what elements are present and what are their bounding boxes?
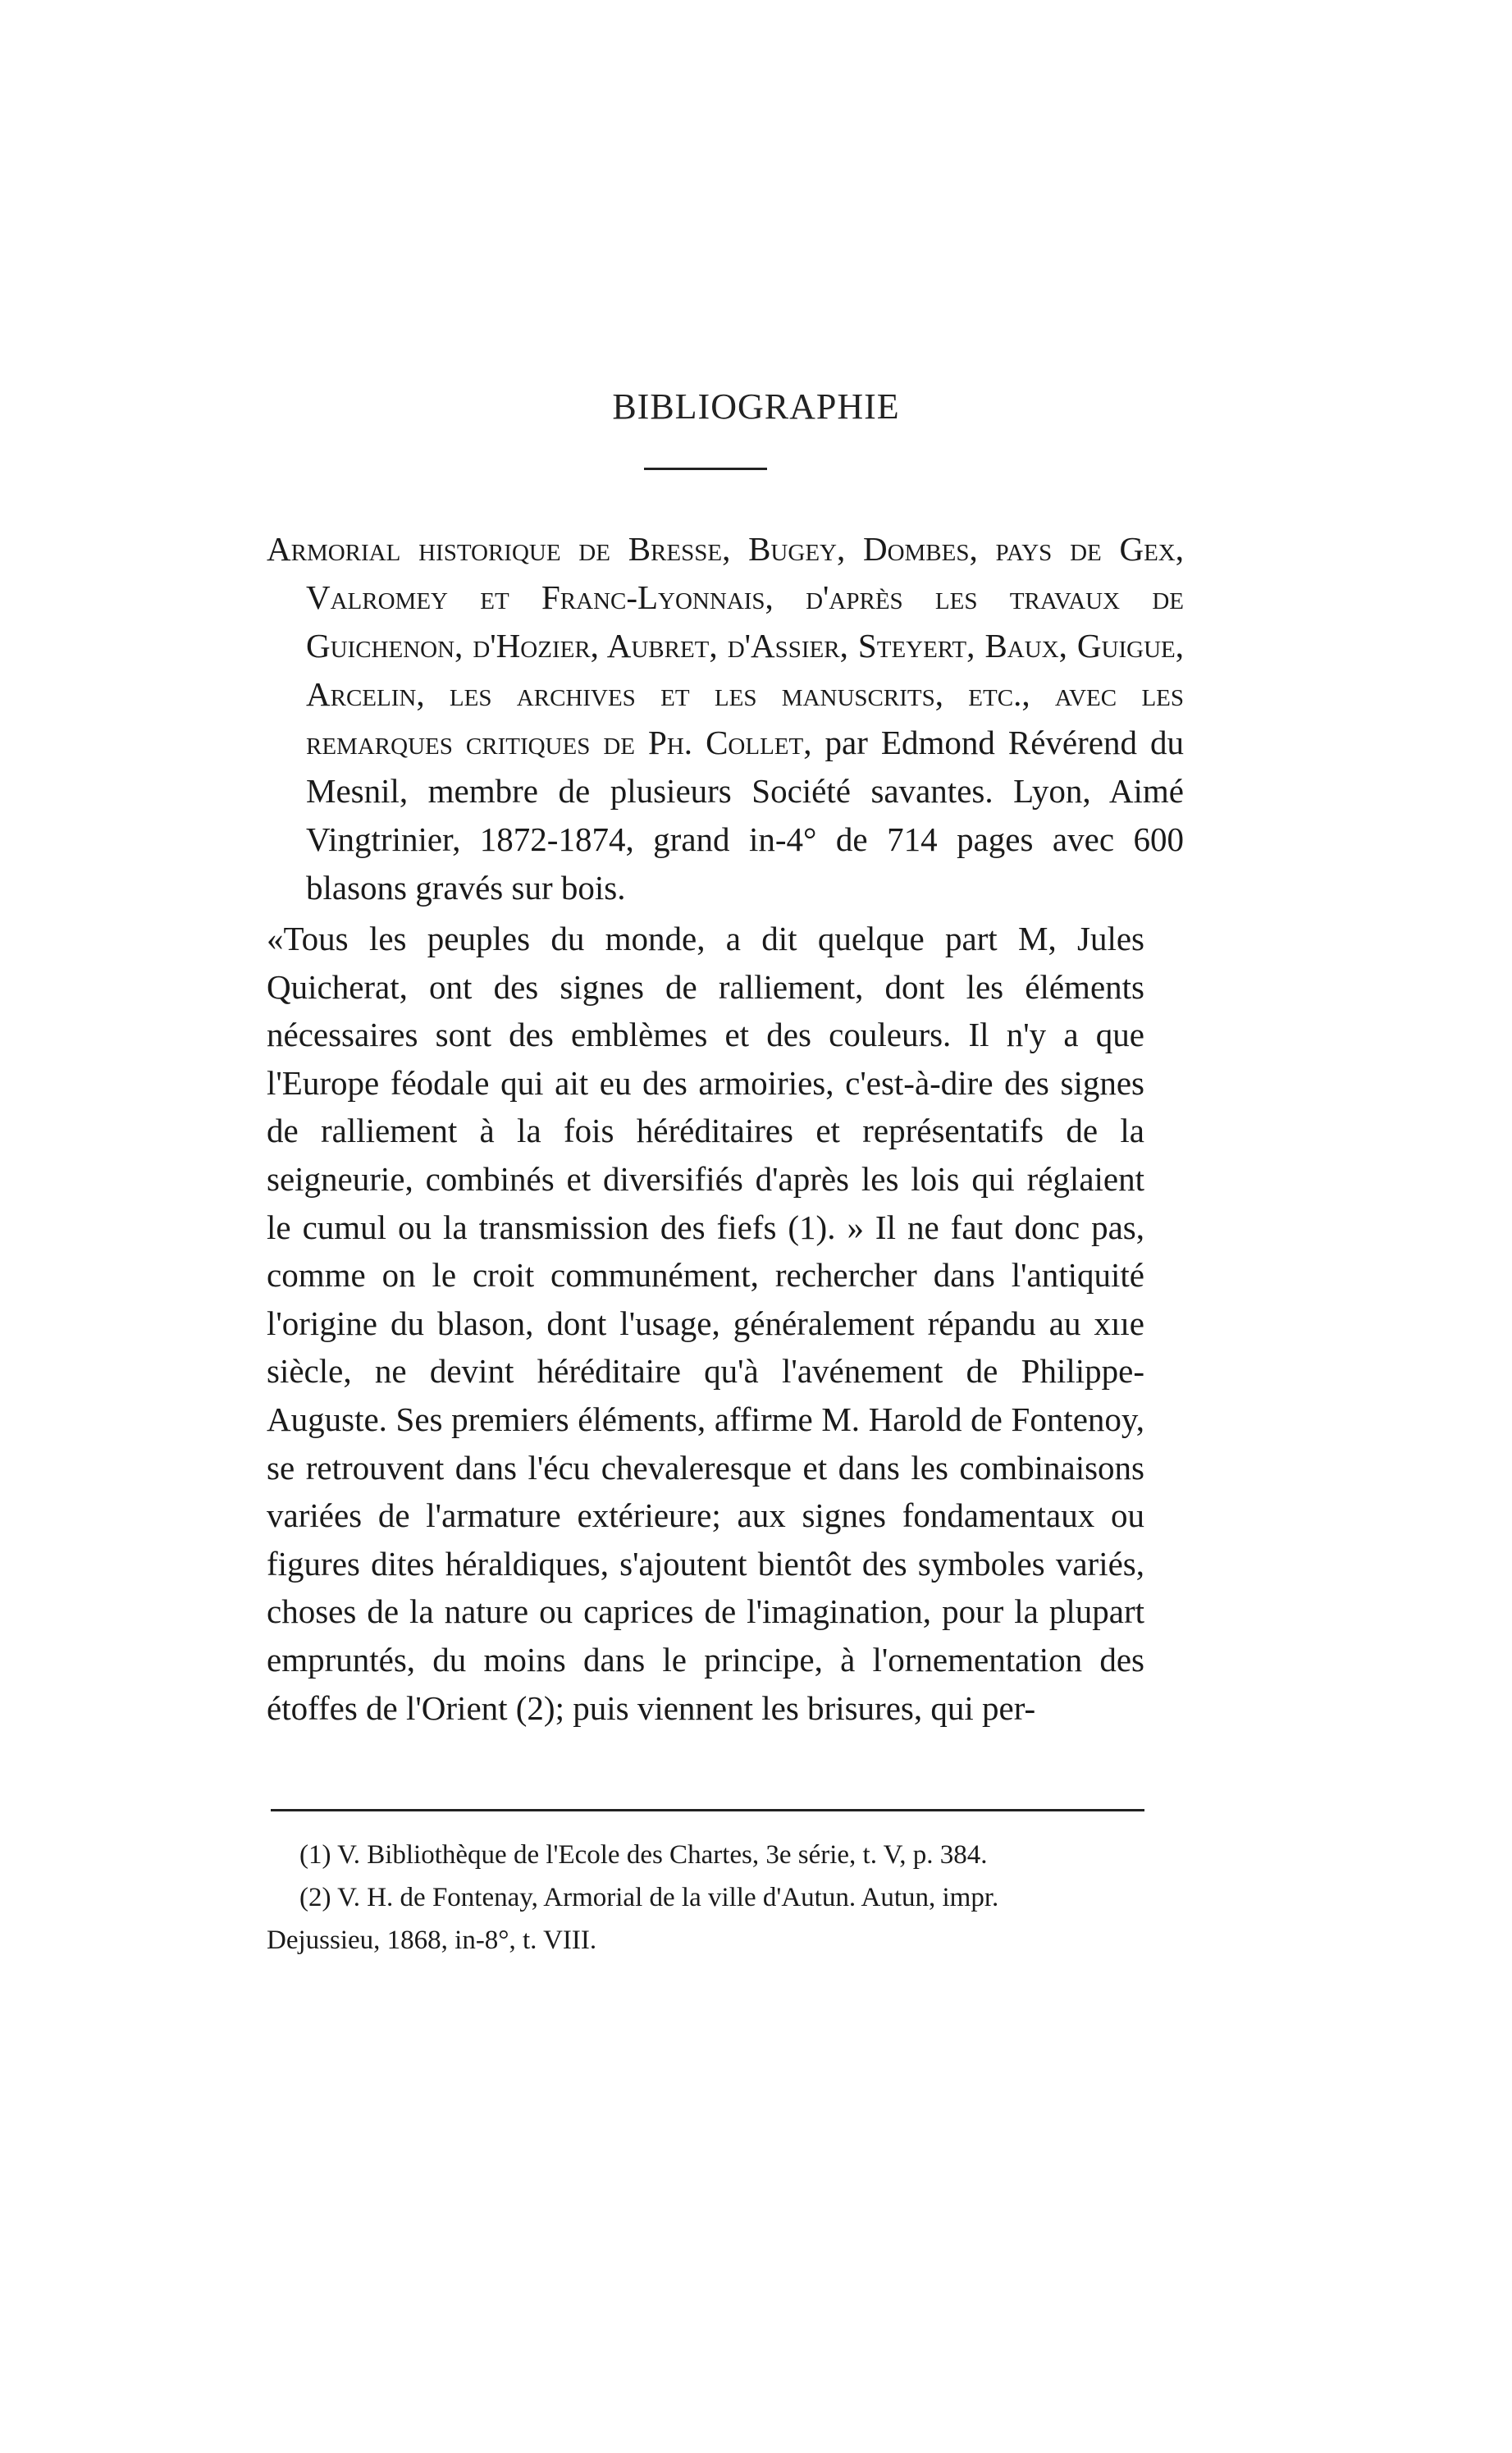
page-title: BIBLIOGRAPHIE xyxy=(612,386,900,427)
footnotes xyxy=(267,1834,1144,1962)
entry-normal-text: par Edmond Révérend du Mesnil, membre de plusieurs Société savantes. Lyon, Aimé Vingtrinier, 1872-1874, grand in-4° de 714 pages avec 600 blasons gravés sur bois. xyxy=(306,724,1184,907)
footnote-1: (1) V. Bibliothèque de l'Ecole des Chartes, 3e série, t. V, p. 384. xyxy=(299,1840,988,1870)
footnote-rule xyxy=(271,1809,1144,1811)
title-rule xyxy=(644,468,767,470)
footnote-2-continuation: Dejussieu, 1868, in-8°, t. VIII. xyxy=(267,1925,597,1955)
body-paragraph: «Tous les peuples du monde, a dit quelque part M, Jules Quicherat, ont des signes de ralliement, dont les éléments nécessaires sont des emblèmes et des couleurs. Il n'y a que l'Europe féodale qui ait eu des armoiries, c'est-à-dire des signes de ralliement à la fois héréditaires et représentatifs de la seigneurie, combinés et diversifiés d'après les lois qui réglaient le cumul ou la transmission des fiefs (1). » Il ne faut donc pas, comme on le croit communément, rechercher dans l'antiquité l'origine du blason, dont l'usage, généralement répandu au xııe siècle, ne devint héréditaire qu'à l'avénement de Philippe-Auguste. Ses premiers éléments, affirme M. Harold de Fontenoy, se retrouvent dans l'écu chevaleresque et dans les combinaisons variées de l'armature extérieure; aux signes fondamentaux ou figures dites héraldiques, s'ajoutent bientôt des symboles variés, choses de la nature ou caprices de l'imagination, pour la plupart empruntés, du moins dans le principe, à l'ornementation des étoffes de l'Orient (2); puis viennent les brisures, qui per- xyxy=(267,920,1144,1727)
footnote-2: (2) V. H. de Fontenay, Armorial de la ville d'Autun. Autun, impr. xyxy=(299,1883,999,1912)
entry-smallcaps-text: Armorial historique de Bresse, Bugey, Dombes, pays de Gex, Valromey et Franc-Lyonnais, d'après les travaux de Guichenon, d'Hozier, Aubret, d'Assier, Steyert, Baux, Guigue, Arcelin, les archives et les manuscrits, etc., avec les remarques critiques de Ph. Collet, xyxy=(267,530,1184,761)
bibliography-entry xyxy=(267,525,1184,912)
